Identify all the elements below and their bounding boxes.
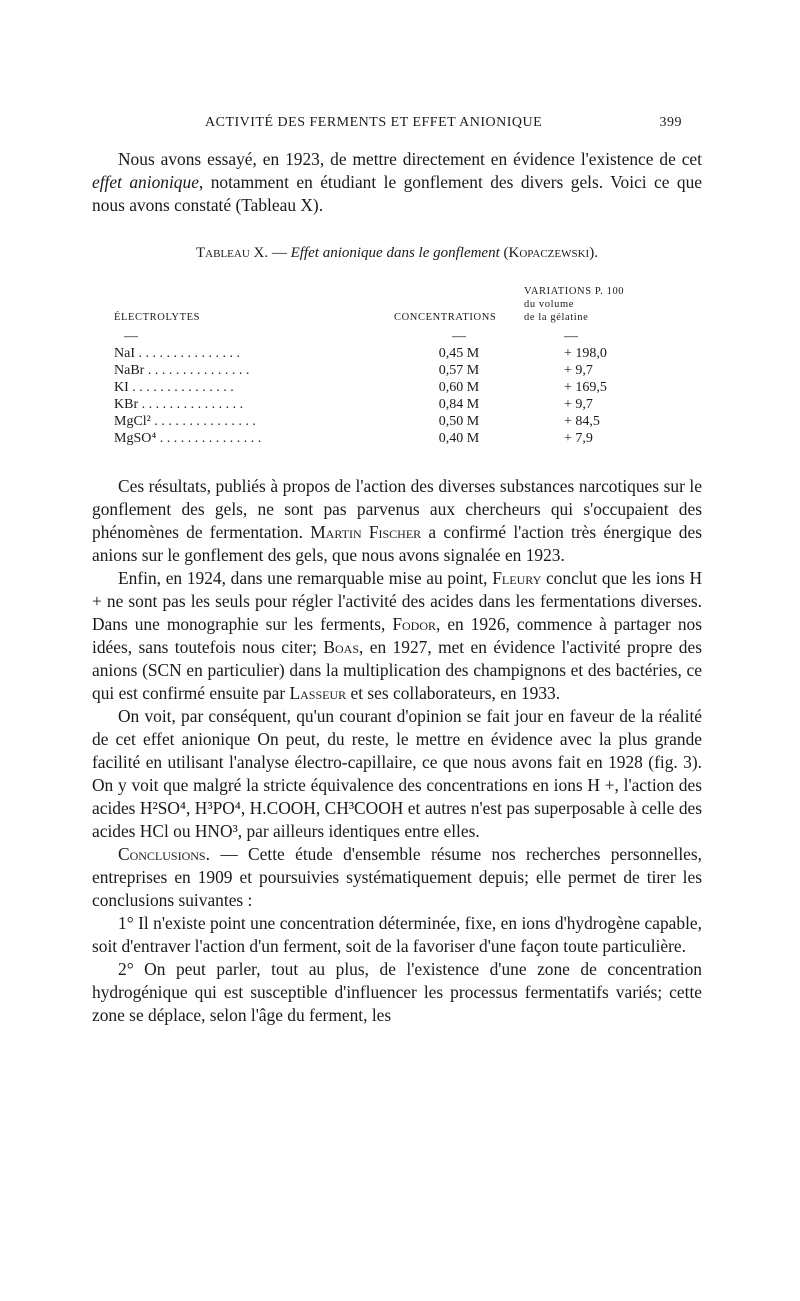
electrolyte: NaI (114, 346, 135, 361)
table-label: Tableau X. (196, 245, 269, 261)
conclusion-item-2: 2° On peut parler, tout au plus, de l'existence d'une zone de concentration hydrogénique qui est susceptible d'influencer les processus fermentatifs variés; cette zone se déplace, selon l'âge du ferment, les (92, 959, 702, 1025)
col-header-concentrations: CONCENTRATIONS (394, 312, 497, 323)
table-row: MgSO⁴ . . . . . . . . . . . . . . . 0,40 M + 7,9 (114, 430, 674, 447)
paragraph-review: Enfin, en 1924, dans une remarquable mise au point, Fleury conclut que les ions H + ne sont pas les seuls pour régler l'activité des acides dans les fermentations diverses. Dans une monographie sur les ferments, Fodor, en 1926, commence à partager nos idées, sans toutefois nous citer; Boas, en 1927, met en évidence l'activité propre des anions (SCN en particulier) dans la multiplication des champignons et des bactéries, ce qui est confirmé ensuite par Lasseur et ses collaborateurs, en 1933. (92, 568, 702, 703)
concentration: 0,50 M (438, 414, 480, 429)
electrolyte: NaBr (114, 363, 145, 378)
table-row: NaBr . . . . . . . . . . . . . . . 0,57 M + 9,7 (114, 362, 674, 379)
dash: — (564, 329, 578, 344)
dash: — (452, 329, 466, 344)
table-row: MgCl² . . . . . . . . . . . . . . . 0,50 M + 84,5 (114, 413, 674, 430)
table-title: Effet anionique dans le gonflement (290, 245, 500, 261)
table-row: NaI . . . . . . . . . . . . . . . 0,45 M + 198,0 (114, 345, 674, 362)
concentration: 0,60 M (438, 380, 480, 395)
concentration: 0,57 M (438, 363, 480, 378)
paragraph-results: Ces résultats, publiés à propos de l'action des diverses substances narcotiques sur le gonflement des gels, ne sont pas parvenus aux chercheurs qui s'occupaient des phénomènes de fermentation. Martin Fischer a confirmé l'action très énergique des anions sur le gonflement des gels, que nous avons signalée en 1923. (92, 476, 702, 565)
author-name: Lasseur (289, 683, 347, 703)
running-title: ACTIVITÉ DES FERMENTS ET EFFET ANIONIQUE (205, 115, 543, 130)
paragraph-opinion: On voit, par conséquent, qu'un courant d'opinion se fait jour en faveur de la réalité de cet effet anionique On peut, du reste, le mettre en évidence avec la plus grande facilité en utilisant l'analyse électro-capillaire, ce que nous avons fait en 1928 (fig. 3). On y voit que malgré la stricte équivalence des concentrations en ions H +, l'action des acides H²SO⁴, H³PO⁴, H.COOH, CH³COOH et autres n'est pas superposable à celle des acides HCl ou HNO³, par ailleurs identiques entre elles. (92, 706, 702, 841)
section-label: Conclusions. (118, 844, 210, 864)
table-row: KI . . . . . . . . . . . . . . . 0,60 M + 169,5 (114, 379, 674, 396)
variation: + 84,5 (564, 414, 600, 429)
dash: — (124, 329, 138, 344)
table-row: KBr . . . . . . . . . . . . . . . 0,84 M + 9,7 (114, 396, 674, 413)
variation: + 9,7 (564, 363, 593, 378)
page-body (92, 148, 702, 1027)
intro-italic-term: effet anionique (92, 172, 199, 192)
table-author: (Kopaczewski). (503, 245, 598, 261)
author-name: Fleury (492, 568, 542, 588)
conclusion-item-1: 1° Il n'existe point une concentration déterminée, fixe, en ions d'hydrogène capable, soit d'entraver l'action d'un ferment, soit de la favoriser d'une façon toute particulière. (92, 913, 702, 956)
page-number: 399 (659, 115, 682, 130)
data-table (114, 285, 674, 447)
concentration: 0,84 M (438, 397, 480, 412)
author-name: Martin Fischer (310, 522, 422, 542)
electrolyte: MgCl² (114, 414, 151, 429)
variation: + 9,7 (564, 397, 593, 412)
electrolyte: KI (114, 380, 129, 395)
running-header (205, 115, 682, 131)
author-name: Fodor (392, 614, 436, 634)
concentration: 0,40 M (438, 431, 480, 446)
table-caption: Tableau X. — Effet anionique dans le gonflement (Kopaczewski). (196, 245, 598, 261)
variation: + 198,0 (564, 346, 607, 361)
electrolyte: MgSO⁴ (114, 431, 157, 446)
variation: + 7,9 (564, 431, 593, 446)
col-header-electrolytes: ÉLECTROLYTES (114, 312, 201, 323)
concentration: 0,45 M (438, 346, 480, 361)
intro-paragraph: Nous avons essayé, en 1923, de mettre directement en évidence l'existence de cet effet anionique, notamment en étudiant le gonflement des divers gels. Voici ce que nous avons constaté (Tableau X). (92, 149, 703, 215)
paragraph-conclusions: Conclusions. — Cette étude d'ensemble résume nos recherches personnelles, entreprises en 1909 et poursuivies systématiquement depuis; elle permet de tirer les conclusions suivantes : (92, 844, 702, 910)
variation: + 169,5 (564, 380, 607, 395)
author-name: Boas (323, 637, 360, 657)
electrolyte: KBr (114, 397, 139, 412)
col-header-variations: VARIATIONS P. 100 du volume de la gélatine (524, 286, 625, 323)
